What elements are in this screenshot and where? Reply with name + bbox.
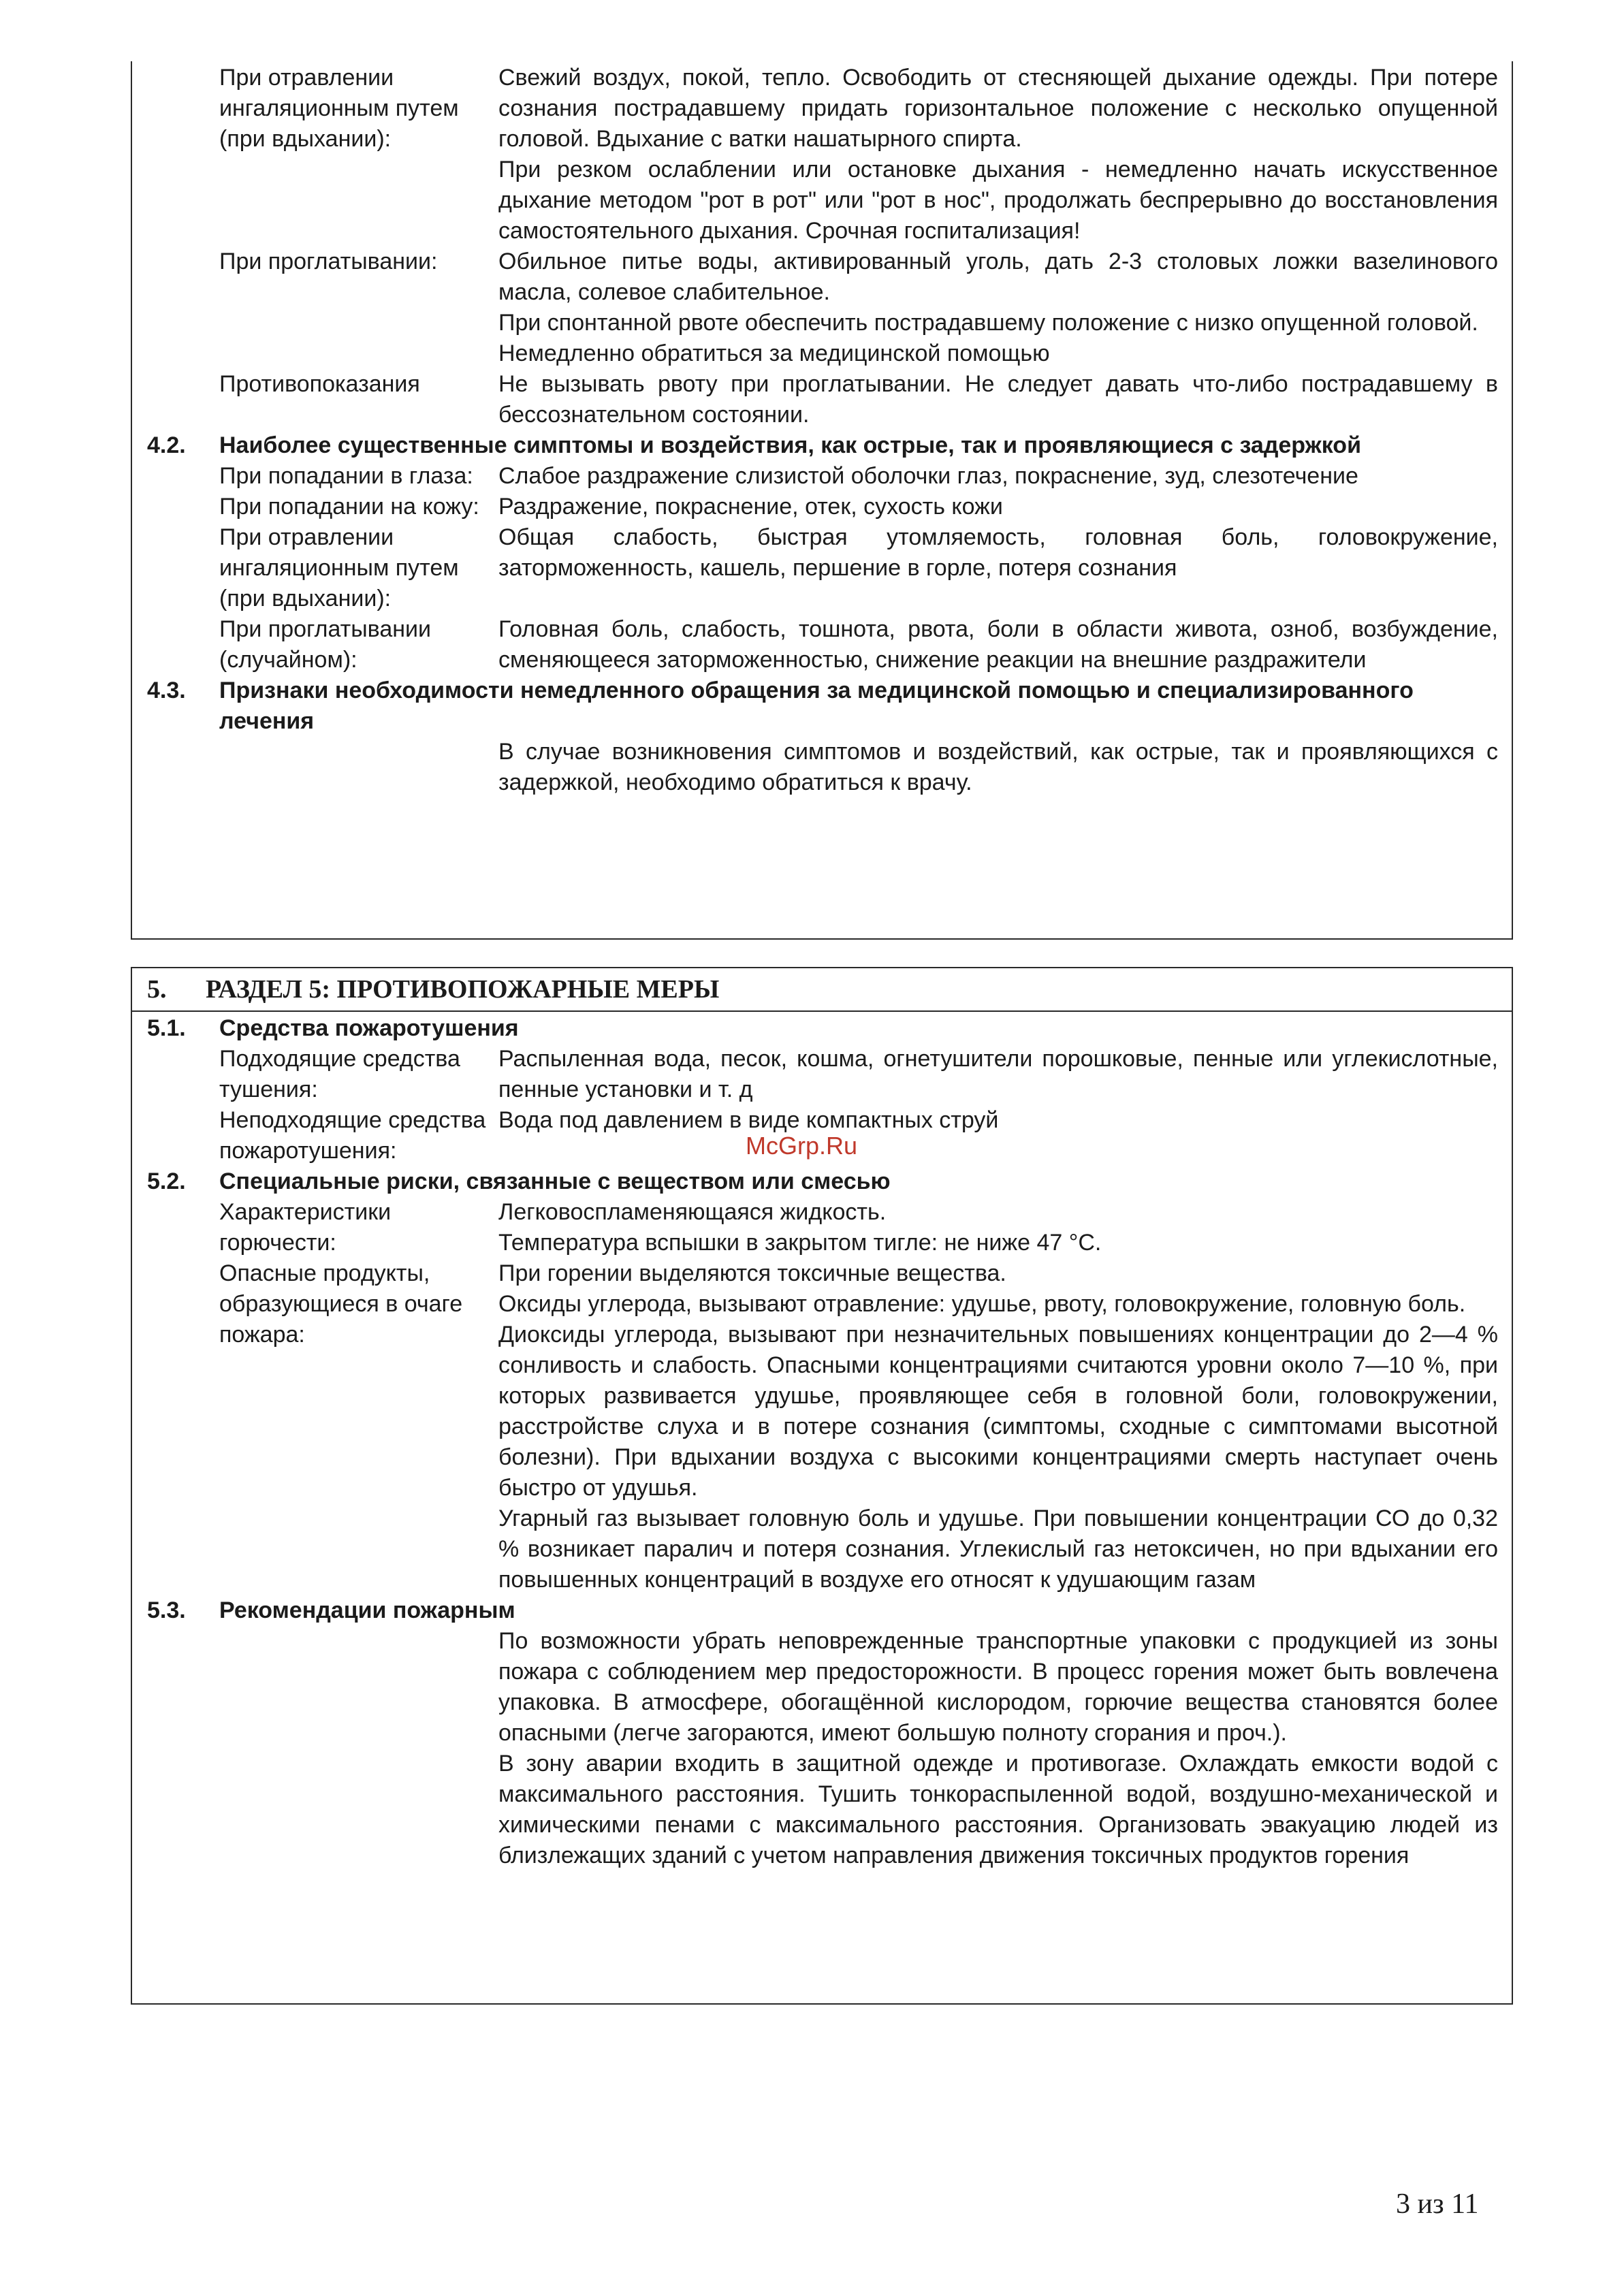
paragraph: Легковоспламеняющаяся жидкость.	[498, 1199, 887, 1225]
section-4-box	[131, 61, 1513, 940]
row-label: Подходящие средства тушения:	[219, 1046, 460, 1102]
row-value	[498, 1258, 1512, 1595]
section-5-box	[131, 967, 1513, 2005]
row-value	[498, 246, 1512, 369]
symptom-row-ingestion	[132, 614, 1512, 675]
flammability-row	[132, 1197, 1512, 1258]
paragraph: При резком ослаблении или остановке дыхания - немедленно начать искусственное дыхание методом "рот в рот" или "рот в нос", продолжать беспрерывно до восстановления самостоятельного дыхания. Срочная госпитализация!	[498, 157, 1498, 244]
subsection-4-2-heading	[132, 430, 1512, 461]
paragraph: В зону аварии входить в защитной одежде и противогазе. Охлаждать емкости водой с максимального расстояния. Тушить тонкораспыленной водой, воздушно-механической и химическими пенами с максимального расстояния. Организовать эвакуацию людей из близлежащих зданий с учетом направления движения токсичных продуктов горения	[498, 1751, 1498, 1868]
extinguishing-row-suitable	[132, 1044, 1512, 1105]
paragraph: По возможности убрать неповрежденные транспортные упаковки с продукцией из зоны пожара с соблюдением мер предосторожности. В процесс горения может быть вовлечена упаковка. В атмосфере, обогащённой кислородом, горючие вещества становятся более опасными (легче загораются, имеют большую полноту сгорания и проч.).	[498, 1628, 1498, 1746]
paragraph: При горении выделяются токсичные вещества.	[498, 1260, 1006, 1286]
paragraph: При спонтанной рвоте обеспечить пострадавшему положение с низко опущенной головой.	[498, 310, 1478, 336]
row-value: Общая слабость, быстрая утомляемость, головная боль, головокружение, заторможенность, кашель, першение в горле, потеря сознания	[498, 524, 1498, 581]
hazardous-products-row	[132, 1258, 1512, 1595]
subsection-number: 5.2.	[147, 1168, 186, 1194]
paragraph: Оксиды углерода, вызывают отравление: удушье, рвоту, головокружение, головную боль.	[498, 1291, 1466, 1317]
subsection-title: Средства пожаротушения	[219, 1015, 519, 1041]
subsection-title: Рекомендации пожарным	[219, 1597, 515, 1623]
first-aid-row-ingestion	[132, 246, 1512, 369]
row-value	[498, 1197, 1512, 1258]
first-aid-row-contraindications	[132, 369, 1512, 430]
row-value: Слабое раздражение слизистой оболочки глаз, покраснение, зуд, слезотечение	[498, 463, 1358, 489]
section-5-header	[132, 968, 1512, 1012]
row-label: Характеристики горючести:	[219, 1199, 392, 1256]
row-value: Вода под давлением в виде компактных струй	[498, 1107, 999, 1133]
row-label-empty	[132, 737, 498, 798]
subsection-5-3-heading	[132, 1595, 1512, 1626]
subsection-title: Наиболее существенные симптомы и воздействия, как острые, так и проявляющиеся с задержкой	[219, 432, 1361, 458]
section-4-rows	[132, 61, 1512, 798]
section-title: РАЗДЕЛ 5: ПРОТИВОПОЖАРНЫЕ МЕРЫ	[206, 974, 720, 1004]
row-value	[498, 1626, 1512, 1871]
row-label: Опасные продукты, образующиеся в очаге пожара:	[219, 1260, 463, 1348]
paragraph: Не вызывать рвоту при проглатывании. Не следует давать что-либо пострадавшему в бессознательном состоянии.	[498, 371, 1498, 428]
row-value: Головная боль, слабость, тошнота, рвота, боли в области живота, озноб, возбуждение, сменяющееся заторможенностью, снижение реакции на внешние раздражители	[498, 616, 1498, 673]
row-value	[498, 369, 1512, 430]
subsection-5-2-heading	[132, 1166, 1512, 1197]
paragraph: Угарный газ вызывает головную боль и удушье. При повышении концентрации СО до 0,32 % возникает паралич и потеря сознания. Углекислый газ нетоксичен, но при вдыхании его повышенных концентраций в воздухе его относят к удушающим газам	[498, 1506, 1498, 1593]
first-aid-row-inhalation	[132, 63, 1512, 246]
row-label: Неподходящие средства пожаротушения:	[219, 1107, 486, 1164]
paragraph: Температура вспышки в закрытом тигле: не ниже 47 °С.	[498, 1230, 1102, 1256]
row-label: При попадании на кожу:	[219, 494, 479, 520]
row-value: В случае возникновения симптомов и воздействий, как острые, так и проявляющихся с задержкой, необходимо обратиться к врачу.	[498, 739, 1498, 795]
row-label: При попадании в глаза:	[219, 463, 473, 489]
paragraph: Свежий воздух, покой, тепло. Освободить от стесняющей дыхание одежды. При потере сознания пострадавшему придать горизонтальное положение с несколько опущенной головой. Вдыхание с ватки нашатырного спирта.	[498, 65, 1498, 152]
page-number: 3 из 11	[1396, 2188, 1479, 2220]
subsection-title: Специальные риски, связанные с веществом или смесью	[219, 1168, 891, 1194]
subsection-4-3-heading	[132, 675, 1512, 737]
firefighter-advice-row	[132, 1626, 1512, 1871]
subsection-number: 5.1.	[147, 1015, 186, 1041]
subsection-number: 4.3.	[147, 678, 186, 703]
row-label: При отравлении ингаляционным путем (при вдыхании):	[219, 65, 459, 152]
paragraph: Обильное питье воды, активированный уголь, дать 2-3 столовых ложки вазелинового масла, солевое слабительное.	[498, 249, 1498, 305]
subsection-title: Признаки необходимости немедленного обращения за медицинской помощью и специализированного лечения	[219, 678, 1414, 734]
row-label-empty	[132, 1626, 498, 1871]
watermark-text: McGrp.Ru	[746, 1132, 858, 1160]
subsection-5-1-heading	[132, 1013, 1512, 1044]
row-label: При отравлении ингаляционным путем (при вдыхании):	[219, 524, 459, 611]
symptom-row-skin	[132, 492, 1512, 522]
symptom-row-inhalation	[132, 522, 1512, 614]
row-value: Раздражение, покраснение, отек, сухость кожи	[498, 494, 1003, 520]
row-value	[498, 63, 1512, 246]
section-number: 5.	[147, 974, 167, 1004]
row-value: Распыленная вода, песок, кошма, огнетушители порошковые, пенные или углекислотные, пенные установки и т. д	[498, 1046, 1498, 1102]
row-label: При проглатывании:	[219, 249, 438, 274]
subsection-4-3-text-row	[132, 737, 1512, 798]
paragraph: Немедленно обратиться за медицинской помощью	[498, 340, 1050, 366]
paragraph: Диоксиды углерода, вызывают при незначительных повышениях концентрации до 2—4 % сонливость и слабость. Опасными концентрациями считаются уровни около 7—10 %, при которых развивается удушье, проявляющее себя в головной боли, головокружении, расстройстве слуха и в потере сознания (симптомы, сходные с симптомами высотной болезни). При вдыхании воздуха с высокими концентрациями смерть наступает очень быстро от удушья.	[498, 1322, 1498, 1501]
symptom-row-eyes	[132, 461, 1512, 492]
subsection-number: 4.2.	[147, 432, 186, 458]
row-label: Противопоказания	[219, 371, 420, 397]
subsection-number: 5.3.	[147, 1597, 186, 1623]
row-label: При проглатывании (случайном):	[219, 616, 432, 673]
